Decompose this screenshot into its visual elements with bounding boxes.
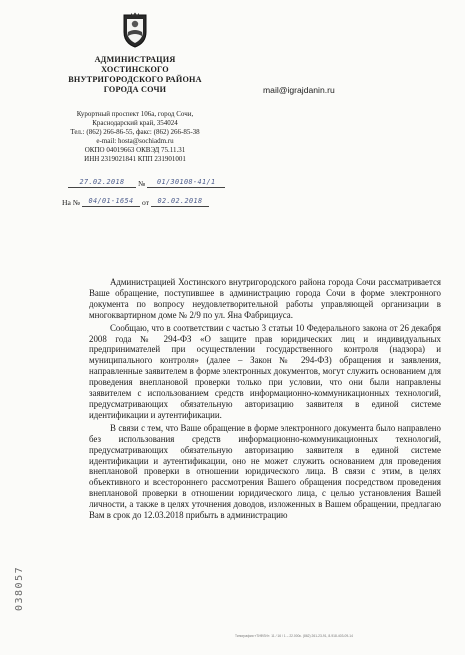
coat-of-arms-icon — [122, 12, 148, 48]
org-name-line: АДМИНИСТРАЦИЯ — [94, 55, 176, 64]
body-paragraph: В связи с тем, что Ваше обращение в форме электронного документа было направлено без использования средств информационно-коммуникационных технологий, предусматривающих обязательную авторизацию заявителя в единой системе идентификации и аутентификации, оно не может служить основанием для проведения внеплановой проверки в отношении юридического лица. В связи с этим, в целях объективного и всестороннего рассмотрения Вашего обращения посредством проведения внеплановой проверки в отношении юридического лица, с целью установления Вашей личности, а также в целях уточнения доводов, изложенных в Вашем обращении, предлагаю Вам в срок до 12.03.2018 прибыть в администрацию — [89, 422, 441, 521]
printer-footnote: Типография «ТИФЛИ». 11 / 16 / 1 – 22.000с. (862) 261-23-91, 8-918-403-09-14 — [235, 634, 353, 638]
org-address-line: Курортный проспект 106а, город Сочи, — [76, 110, 194, 118]
org-name-line: ГОРОДА СОЧИ — [103, 85, 167, 94]
organization-name — [30, 55, 240, 95]
org-okpo-line: ОКПО 04019663 ОКВЭД 75.11.31 — [84, 145, 186, 154]
org-email-line: e-mail: hosta@sochiadm.ru — [96, 136, 174, 145]
org-inn-line: ИНН 2319021841 КПП 231901001 — [84, 154, 186, 163]
body-paragraph: Администрацией Хостинского внутригородского района города Сочи рассматривается Ваше обращение, поступившее в администрацию города Сочи в форме электронного документа по вопросу неудовлетворительной работы управляющей организации в многоквартирном доме № 2/9 по ул. Яна Фабрициуса. — [89, 277, 441, 320]
form-serial-number: 038057 — [14, 565, 25, 611]
outgoing-number-label: № — [138, 179, 146, 188]
org-name-line: ХОСТИНСКОГО — [101, 65, 169, 74]
organization-details — [30, 110, 240, 163]
reply-reference — [60, 197, 209, 207]
outgoing-date: 27.02.2018 — [68, 178, 136, 188]
reply-number: 04/01-1654 — [82, 197, 140, 207]
outgoing-number: 01/30108-41/1 — [147, 178, 225, 188]
reply-date: 02.02.2018 — [151, 197, 209, 207]
recipient-email[interactable]: mail@igrajdanin.ru — [263, 85, 335, 95]
org-address-line: Краснодарский край, 354024 — [92, 118, 178, 127]
org-name-line: ВНУТРИГОРОДСКОГО РАЙОНА — [68, 75, 202, 84]
in-reply-label: На № — [62, 198, 80, 207]
outgoing-reference — [68, 178, 225, 188]
letter-body — [89, 277, 441, 523]
reply-from-label: от — [142, 198, 150, 207]
body-paragraph: Сообщаю, что в соответствии с частью 3 статьи 10 Федерального закона от 26 декабря 2008 года № 294-ФЗ «О защите прав юридических лиц и индивидуальных предпринимателей при осуществлении государственного контроля (надзора) и муниципального контроля» (далее – Закон № 294-ФЗ) обращения и заявления, направленные заявителем в форме электронных документов, могут служить основанием для проведения внеплановой проверки только при условии, что они были направлены заявителем с использованием средств информационно-коммуникационных технологий, предусматривающих обязательную авторизацию заявителя в единой системе идентификации и аутентификации. — [89, 322, 441, 420]
org-phone-line: Тел.: (862) 266-86-55, факс: (862) 266-85-38 — [70, 127, 200, 136]
